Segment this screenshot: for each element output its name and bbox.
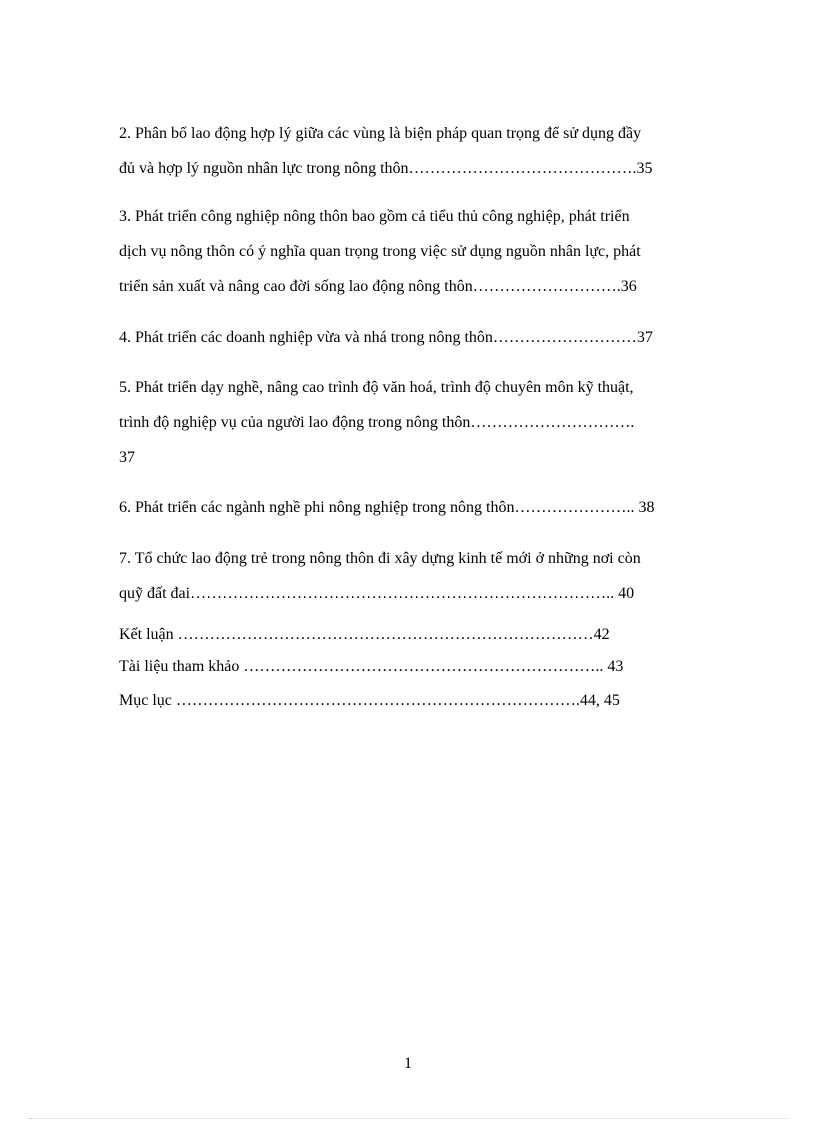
toc-entry-2 [119,116,743,186]
toc-entry-2-line-1: 2. Phân bổ lao động hợp lý giữa các vùng là biện pháp quan trọng để sử dụng đầy [119,125,642,142]
toc-entry-6-line-1: 6. Phát triển các ngành nghề phi nông nghiệp trong nông thôn………………….. 38 [119,499,655,516]
toc-entry-3-line-2: dịch vụ nông thôn có ý nghĩa quan trọng trong việc sử dụng nguồn nhân lực, phát [119,243,641,260]
toc-entry-7-line-1: 7. Tổ chức lao động trẻ trong nông thôn đi xây dựng kinh tế mới ở những nơi còn [119,550,641,567]
toc-entry-tai-lieu-text: Tài liệu tham khảo ………………………………………………………….. 43 [119,658,624,675]
toc-entry-ket-luan-text: Kết luận ……………………………………………………………………42 [119,626,610,643]
toc-entry-ket-luan [119,622,743,647]
toc-entry-4 [119,320,743,355]
toc-entry-5-line-2: trình độ nghiệp vụ của người lao động trong nông thôn…………………………. [119,414,635,431]
toc-entry-muc-luc [119,688,743,713]
toc-entry-7 [119,541,743,611]
footer-divider [28,1118,788,1119]
toc-entry-6 [119,490,743,525]
toc-entry-5-line-3: 37 [119,449,135,466]
toc-entry-3-line-3: triển sản xuất và nâng cao đời sống lao động nông thôn……………………….36 [119,278,637,295]
toc-entry-2-line-2: đủ và hợp lý nguồn nhân lực trong nông thôn…………………………………….35 [119,160,653,177]
toc-entry-tai-lieu [119,654,743,679]
toc-entry-5-line-1: 5. Phát triển dạy nghề, nâng cao trình độ văn hoá, trình độ chuyên môn kỹ thuật, [119,379,634,396]
toc-entry-4-line-1: 4. Phát triển các doanh nghiệp vừa và nhá trong nông thôn………………………37 [119,329,653,346]
toc-entry-5 [119,370,743,475]
toc-entry-muc-luc-text: Mục lục ………………………………………………………………….44, 45 [119,692,620,709]
toc-entry-3-line-1: 3. Phát triển công nghiệp nông thôn bao gồm cả tiểu thủ công nghiệp, phát triển [119,208,630,225]
toc-entry-3 [119,199,743,304]
toc-entry-7-line-2: quỹ đất đai…………………………………………………………………….. 40 [119,585,635,602]
page-number: 1 [404,1055,412,1072]
